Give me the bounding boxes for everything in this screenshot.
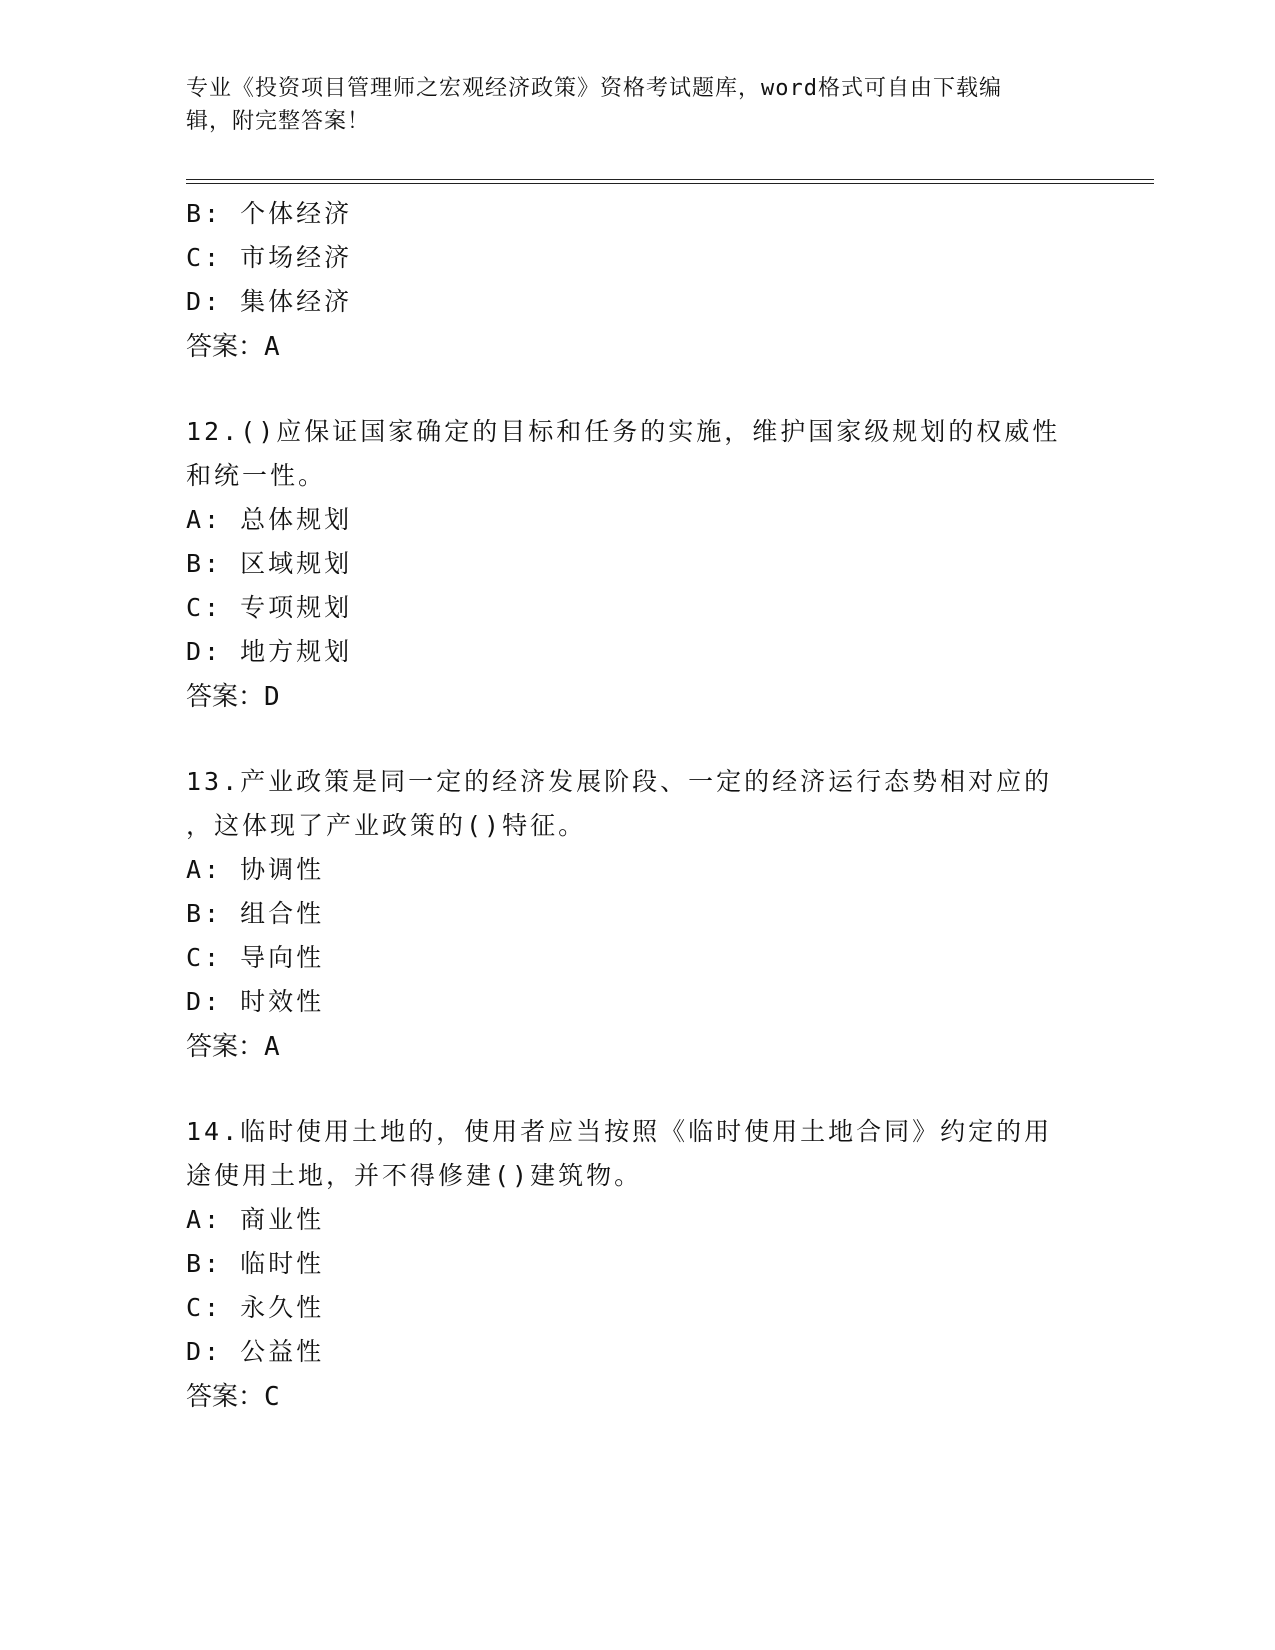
q12-answer: [186, 676, 280, 713]
q14-answer-label: 答案：: [186, 1382, 265, 1412]
document-header: [186, 72, 1086, 138]
q14-answer: [186, 1376, 280, 1413]
header-divider-bottom: [186, 183, 1154, 184]
q11-option-d: D: 集体经济: [186, 287, 353, 316]
q11-option-b: B: 个体经济: [186, 199, 353, 228]
q12-answer-label: 答案：: [186, 682, 265, 712]
q12-option-c: C: 专项规划: [186, 593, 353, 622]
q12-option-a: A: 总体规划: [186, 505, 353, 534]
q14-option-c: C: 永久性: [186, 1293, 325, 1322]
q14-option-a: A: 商业性: [186, 1205, 325, 1234]
q13-option-b: B: 组合性: [186, 899, 325, 928]
q12-stem-line-2: 和统一性。: [186, 461, 327, 490]
q13-stem-line-1: 13.产业政策是同一定的经济发展阶段、一定的经济运行态势相对应的: [186, 767, 1053, 796]
q14-stem-line-1: 14.临时使用土地的，使用者应当按照《临时使用土地合同》约定的用: [186, 1117, 1053, 1146]
q13-answer-value: A: [264, 1032, 280, 1062]
q13-option-d: D: 时效性: [186, 987, 325, 1016]
q14-answer-value: C: [264, 1382, 280, 1412]
q12-option-d: D: 地方规划: [186, 637, 353, 666]
q11-answer: [186, 326, 280, 363]
q11-answer-value: A: [264, 332, 280, 362]
q13-option-a: A: 协调性: [186, 855, 325, 884]
q13-answer-label: 答案：: [186, 1032, 265, 1062]
q13-stem-line-2: ，这体现了产业政策的()特征。: [186, 811, 587, 840]
q13-option-c: C: 导向性: [186, 943, 325, 972]
q11-answer-label: 答案：: [186, 332, 265, 362]
header-divider-top: [186, 179, 1154, 180]
q14-option-d: D: 公益性: [186, 1337, 325, 1366]
header-line-1: 专业《投资项目管理师之宏观经济政策》资格考试题库，word格式可自由下载编: [186, 76, 1002, 101]
q12-stem-line-1: 12.()应保证国家确定的目标和任务的实施，维护国家级规划的权威性: [186, 417, 1061, 446]
q12-answer-value: D: [264, 682, 280, 712]
q11-option-c: C: 市场经济: [186, 243, 353, 272]
q12-option-b: B: 区域规划: [186, 549, 353, 578]
q14-stem-line-2: 途使用土地，并不得修建()建筑物。: [186, 1161, 643, 1190]
header-line-2: 辑，附完整答案！: [186, 109, 371, 134]
q13-answer: [186, 1026, 280, 1063]
q14-option-b: B: 临时性: [186, 1249, 325, 1278]
